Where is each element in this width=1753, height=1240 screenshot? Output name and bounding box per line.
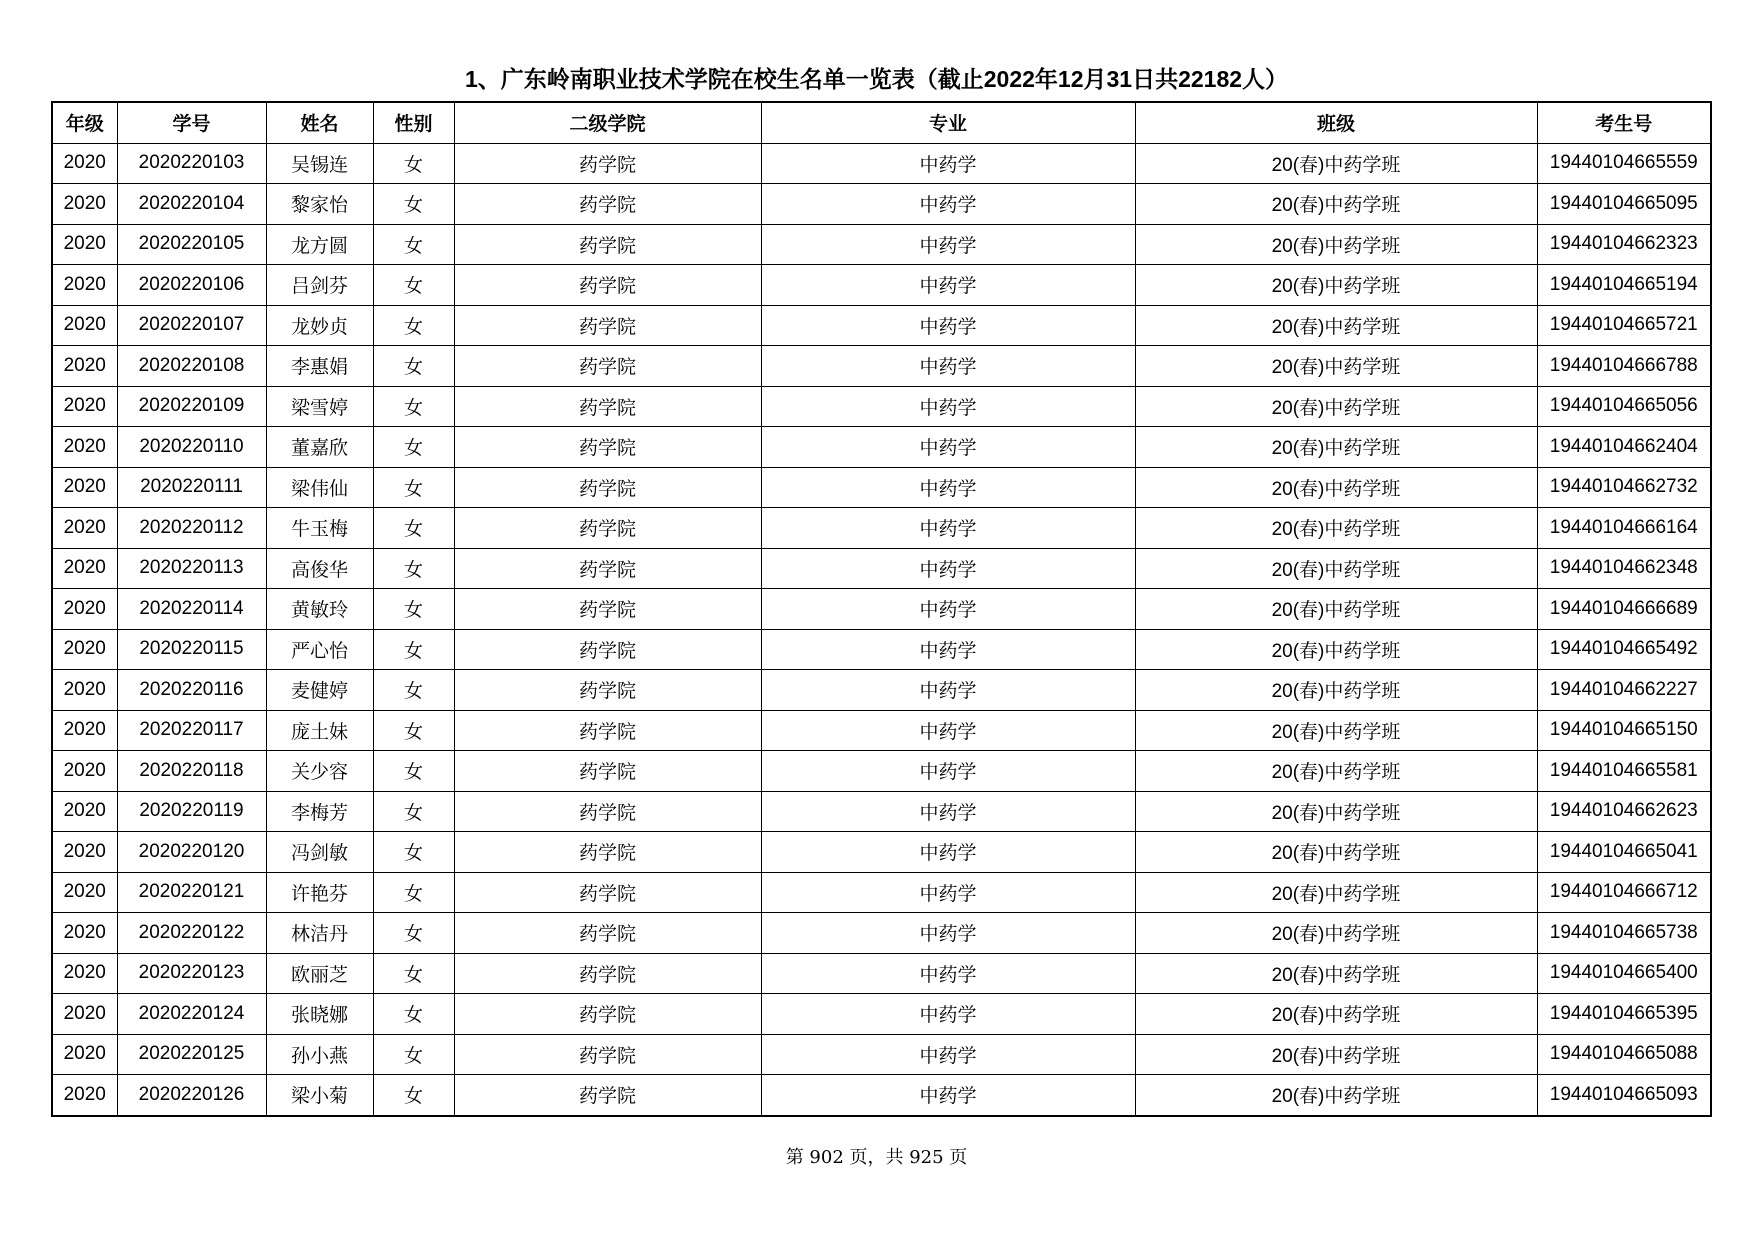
- table-row: [52, 184, 1711, 225]
- cell-exam-id: 19440104665395: [1537, 994, 1711, 1035]
- cell-grade: 2020: [52, 386, 117, 427]
- cell-exam-id: 19440104665041: [1537, 832, 1711, 873]
- cell-college: 药学院: [454, 305, 761, 346]
- cell-name: 龙妙贞: [266, 305, 373, 346]
- table-row: [52, 994, 1711, 1035]
- cell-major: 中药学: [761, 751, 1135, 792]
- cell-major: 中药学: [761, 913, 1135, 954]
- cell-class: 20(春)中药学班: [1135, 791, 1537, 832]
- cell-grade: 2020: [52, 913, 117, 954]
- cell-name: 李惠娟: [266, 346, 373, 387]
- cell-major: 中药学: [761, 629, 1135, 670]
- table-body: [52, 143, 1711, 1116]
- cell-class: 20(春)中药学班: [1135, 548, 1537, 589]
- cell-student-id: 2020220104: [117, 184, 266, 225]
- cell-exam-id: 19440104665721: [1537, 305, 1711, 346]
- cell-name: 董嘉欣: [266, 427, 373, 468]
- cell-grade: 2020: [52, 629, 117, 670]
- table-row: [52, 710, 1711, 751]
- table-row: [52, 508, 1711, 549]
- cell-class: 20(春)中药学班: [1135, 832, 1537, 873]
- table-row: [52, 791, 1711, 832]
- cell-major: 中药学: [761, 184, 1135, 225]
- cell-class: 20(春)中药学班: [1135, 913, 1537, 954]
- cell-grade: 2020: [52, 791, 117, 832]
- cell-major: 中药学: [761, 265, 1135, 306]
- cell-student-id: 2020220125: [117, 1034, 266, 1075]
- header-exam-id: 考生号: [1537, 102, 1711, 143]
- cell-major: 中药学: [761, 224, 1135, 265]
- cell-exam-id: 19440104665492: [1537, 629, 1711, 670]
- cell-gender: 女: [373, 467, 454, 508]
- table-row: [52, 629, 1711, 670]
- table-row: [52, 832, 1711, 873]
- cell-exam-id: 19440104665559: [1537, 143, 1711, 184]
- table-row: [52, 143, 1711, 184]
- cell-major: 中药学: [761, 791, 1135, 832]
- table-row: [52, 751, 1711, 792]
- cell-gender: 女: [373, 265, 454, 306]
- cell-college: 药学院: [454, 1075, 761, 1116]
- cell-name: 吴锡连: [266, 143, 373, 184]
- header-major: 专业: [761, 102, 1135, 143]
- header-grade: 年级: [52, 102, 117, 143]
- cell-college: 药学院: [454, 589, 761, 630]
- cell-name: 麦健婷: [266, 670, 373, 711]
- cell-student-id: 2020220117: [117, 710, 266, 751]
- cell-exam-id: 19440104665400: [1537, 953, 1711, 994]
- cell-name: 梁伟仙: [266, 467, 373, 508]
- cell-grade: 2020: [52, 994, 117, 1035]
- cell-student-id: 2020220109: [117, 386, 266, 427]
- cell-class: 20(春)中药学班: [1135, 629, 1537, 670]
- cell-class: 20(春)中药学班: [1135, 1075, 1537, 1116]
- cell-college: 药学院: [454, 224, 761, 265]
- cell-gender: 女: [373, 872, 454, 913]
- cell-student-id: 2020220103: [117, 143, 266, 184]
- cell-gender: 女: [373, 832, 454, 873]
- cell-gender: 女: [373, 1034, 454, 1075]
- cell-college: 药学院: [454, 751, 761, 792]
- table-row: [52, 1075, 1711, 1116]
- cell-gender: 女: [373, 791, 454, 832]
- cell-grade: 2020: [52, 832, 117, 873]
- cell-gender: 女: [373, 751, 454, 792]
- cell-exam-id: 19440104665150: [1537, 710, 1711, 751]
- table-row: [52, 467, 1711, 508]
- cell-gender: 女: [373, 913, 454, 954]
- cell-class: 20(春)中药学班: [1135, 589, 1537, 630]
- cell-class: 20(春)中药学班: [1135, 224, 1537, 265]
- cell-student-id: 2020220114: [117, 589, 266, 630]
- cell-grade: 2020: [52, 872, 117, 913]
- cell-student-id: 2020220106: [117, 265, 266, 306]
- cell-name: 庞土妹: [266, 710, 373, 751]
- cell-college: 药学院: [454, 265, 761, 306]
- cell-major: 中药学: [761, 305, 1135, 346]
- cell-grade: 2020: [52, 548, 117, 589]
- cell-class: 20(春)中药学班: [1135, 143, 1537, 184]
- cell-name: 高俊华: [266, 548, 373, 589]
- cell-class: 20(春)中药学班: [1135, 670, 1537, 711]
- cell-major: 中药学: [761, 1075, 1135, 1116]
- cell-grade: 2020: [52, 751, 117, 792]
- cell-college: 药学院: [454, 710, 761, 751]
- cell-gender: 女: [373, 427, 454, 468]
- cell-college: 药学院: [454, 467, 761, 508]
- cell-major: 中药学: [761, 427, 1135, 468]
- cell-name: 吕剑芬: [266, 265, 373, 306]
- header-gender: 性别: [373, 102, 454, 143]
- table-row: [52, 427, 1711, 468]
- cell-exam-id: 19440104662623: [1537, 791, 1711, 832]
- cell-grade: 2020: [52, 184, 117, 225]
- cell-class: 20(春)中药学班: [1135, 710, 1537, 751]
- cell-exam-id: 19440104666712: [1537, 872, 1711, 913]
- cell-college: 药学院: [454, 953, 761, 994]
- cell-name: 严心怡: [266, 629, 373, 670]
- table-row: [52, 224, 1711, 265]
- cell-exam-id: 19440104666689: [1537, 589, 1711, 630]
- cell-exam-id: 19440104665738: [1537, 913, 1711, 954]
- cell-student-id: 2020220124: [117, 994, 266, 1035]
- cell-class: 20(春)中药学班: [1135, 467, 1537, 508]
- cell-exam-id: 19440104662404: [1537, 427, 1711, 468]
- cell-gender: 女: [373, 346, 454, 387]
- cell-student-id: 2020220126: [117, 1075, 266, 1116]
- table-row: [52, 1034, 1711, 1075]
- cell-major: 中药学: [761, 386, 1135, 427]
- cell-name: 冯剑敏: [266, 832, 373, 873]
- cell-student-id: 2020220113: [117, 548, 266, 589]
- cell-student-id: 2020220115: [117, 629, 266, 670]
- header-college: 二级学院: [454, 102, 761, 143]
- cell-exam-id: 19440104662323: [1537, 224, 1711, 265]
- cell-exam-id: 19440104665093: [1537, 1075, 1711, 1116]
- table-row: [52, 872, 1711, 913]
- cell-name: 许艳芬: [266, 872, 373, 913]
- cell-student-id: 2020220111: [117, 467, 266, 508]
- cell-name: 龙方圆: [266, 224, 373, 265]
- cell-name: 黎家怡: [266, 184, 373, 225]
- cell-exam-id: 19440104662348: [1537, 548, 1711, 589]
- cell-name: 梁小菊: [266, 1075, 373, 1116]
- cell-class: 20(春)中药学班: [1135, 184, 1537, 225]
- cell-major: 中药学: [761, 710, 1135, 751]
- cell-class: 20(春)中药学班: [1135, 305, 1537, 346]
- cell-college: 药学院: [454, 346, 761, 387]
- cell-major: 中药学: [761, 589, 1135, 630]
- cell-name: 张晓娜: [266, 994, 373, 1035]
- cell-class: 20(春)中药学班: [1135, 265, 1537, 306]
- cell-grade: 2020: [52, 953, 117, 994]
- cell-college: 药学院: [454, 184, 761, 225]
- cell-major: 中药学: [761, 832, 1135, 873]
- cell-gender: 女: [373, 143, 454, 184]
- cell-student-id: 2020220121: [117, 872, 266, 913]
- cell-name: 梁雪婷: [266, 386, 373, 427]
- cell-class: 20(春)中药学班: [1135, 508, 1537, 549]
- cell-student-id: 2020220108: [117, 346, 266, 387]
- cell-student-id: 2020220107: [117, 305, 266, 346]
- table-row: [52, 589, 1711, 630]
- cell-college: 药学院: [454, 629, 761, 670]
- cell-major: 中药学: [761, 143, 1135, 184]
- cell-grade: 2020: [52, 224, 117, 265]
- cell-student-id: 2020220105: [117, 224, 266, 265]
- cell-grade: 2020: [52, 427, 117, 468]
- cell-exam-id: 19440104666788: [1537, 346, 1711, 387]
- cell-gender: 女: [373, 548, 454, 589]
- header-class: 班级: [1135, 102, 1537, 143]
- cell-major: 中药学: [761, 467, 1135, 508]
- cell-student-id: 2020220122: [117, 913, 266, 954]
- cell-exam-id: 19440104665194: [1537, 265, 1711, 306]
- table-row: [52, 913, 1711, 954]
- cell-exam-id: 19440104662227: [1537, 670, 1711, 711]
- cell-class: 20(春)中药学班: [1135, 953, 1537, 994]
- cell-student-id: 2020220112: [117, 508, 266, 549]
- cell-grade: 2020: [52, 1034, 117, 1075]
- cell-gender: 女: [373, 224, 454, 265]
- table-row: [52, 265, 1711, 306]
- cell-gender: 女: [373, 305, 454, 346]
- cell-grade: 2020: [52, 467, 117, 508]
- cell-college: 药学院: [454, 913, 761, 954]
- table-row: [52, 346, 1711, 387]
- cell-name: 牛玉梅: [266, 508, 373, 549]
- cell-class: 20(春)中药学班: [1135, 994, 1537, 1035]
- cell-student-id: 2020220119: [117, 791, 266, 832]
- cell-major: 中药学: [761, 548, 1135, 589]
- cell-gender: 女: [373, 589, 454, 630]
- header-student-id: 学号: [117, 102, 266, 143]
- cell-gender: 女: [373, 710, 454, 751]
- cell-class: 20(春)中药学班: [1135, 386, 1537, 427]
- table-row: [52, 386, 1711, 427]
- table-row: [52, 548, 1711, 589]
- cell-exam-id: 19440104665088: [1537, 1034, 1711, 1075]
- cell-grade: 2020: [52, 143, 117, 184]
- cell-college: 药学院: [454, 1034, 761, 1075]
- cell-name: 黄敏玲: [266, 589, 373, 630]
- cell-gender: 女: [373, 1075, 454, 1116]
- cell-grade: 2020: [52, 1075, 117, 1116]
- table-row: [52, 953, 1711, 994]
- cell-gender: 女: [373, 670, 454, 711]
- cell-major: 中药学: [761, 994, 1135, 1035]
- cell-grade: 2020: [52, 589, 117, 630]
- cell-name: 林洁丹: [266, 913, 373, 954]
- header-name: 姓名: [266, 102, 373, 143]
- cell-major: 中药学: [761, 1034, 1135, 1075]
- cell-name: 孙小燕: [266, 1034, 373, 1075]
- cell-gender: 女: [373, 994, 454, 1035]
- cell-name: 李梅芳: [266, 791, 373, 832]
- cell-college: 药学院: [454, 872, 761, 913]
- cell-grade: 2020: [52, 346, 117, 387]
- cell-grade: 2020: [52, 670, 117, 711]
- cell-name: 关少容: [266, 751, 373, 792]
- cell-college: 药学院: [454, 832, 761, 873]
- table-row: [52, 670, 1711, 711]
- cell-student-id: 2020220123: [117, 953, 266, 994]
- cell-gender: 女: [373, 629, 454, 670]
- cell-major: 中药学: [761, 346, 1135, 387]
- cell-grade: 2020: [52, 305, 117, 346]
- student-roster-table: [51, 101, 1712, 1117]
- cell-college: 药学院: [454, 508, 761, 549]
- cell-major: 中药学: [761, 872, 1135, 913]
- cell-college: 药学院: [454, 427, 761, 468]
- cell-student-id: 2020220116: [117, 670, 266, 711]
- cell-college: 药学院: [454, 143, 761, 184]
- cell-class: 20(春)中药学班: [1135, 872, 1537, 913]
- cell-gender: 女: [373, 953, 454, 994]
- cell-college: 药学院: [454, 548, 761, 589]
- cell-exam-id: 19440104662732: [1537, 467, 1711, 508]
- cell-college: 药学院: [454, 791, 761, 832]
- cell-grade: 2020: [52, 710, 117, 751]
- cell-class: 20(春)中药学班: [1135, 427, 1537, 468]
- cell-gender: 女: [373, 508, 454, 549]
- cell-college: 药学院: [454, 994, 761, 1035]
- cell-student-id: 2020220110: [117, 427, 266, 468]
- cell-college: 药学院: [454, 386, 761, 427]
- cell-student-id: 2020220120: [117, 832, 266, 873]
- table-header-row: [52, 102, 1711, 143]
- cell-exam-id: 19440104665095: [1537, 184, 1711, 225]
- page-title: 1、广东岭南职业技术学院在校生名单一览表（截止2022年12月31日共22182人）: [464, 66, 1289, 92]
- cell-college: 药学院: [454, 670, 761, 711]
- page-footer: 第 902 页，共 925 页: [785, 1147, 968, 1168]
- cell-exam-id: 19440104665056: [1537, 386, 1711, 427]
- cell-student-id: 2020220118: [117, 751, 266, 792]
- cell-exam-id: 19440104665581: [1537, 751, 1711, 792]
- cell-major: 中药学: [761, 508, 1135, 549]
- cell-grade: 2020: [52, 265, 117, 306]
- cell-class: 20(春)中药学班: [1135, 1034, 1537, 1075]
- cell-exam-id: 19440104666164: [1537, 508, 1711, 549]
- cell-major: 中药学: [761, 670, 1135, 711]
- cell-class: 20(春)中药学班: [1135, 346, 1537, 387]
- table-row: [52, 305, 1711, 346]
- cell-gender: 女: [373, 386, 454, 427]
- cell-class: 20(春)中药学班: [1135, 751, 1537, 792]
- cell-major: 中药学: [761, 953, 1135, 994]
- cell-name: 欧丽芝: [266, 953, 373, 994]
- cell-gender: 女: [373, 184, 454, 225]
- cell-grade: 2020: [52, 508, 117, 549]
